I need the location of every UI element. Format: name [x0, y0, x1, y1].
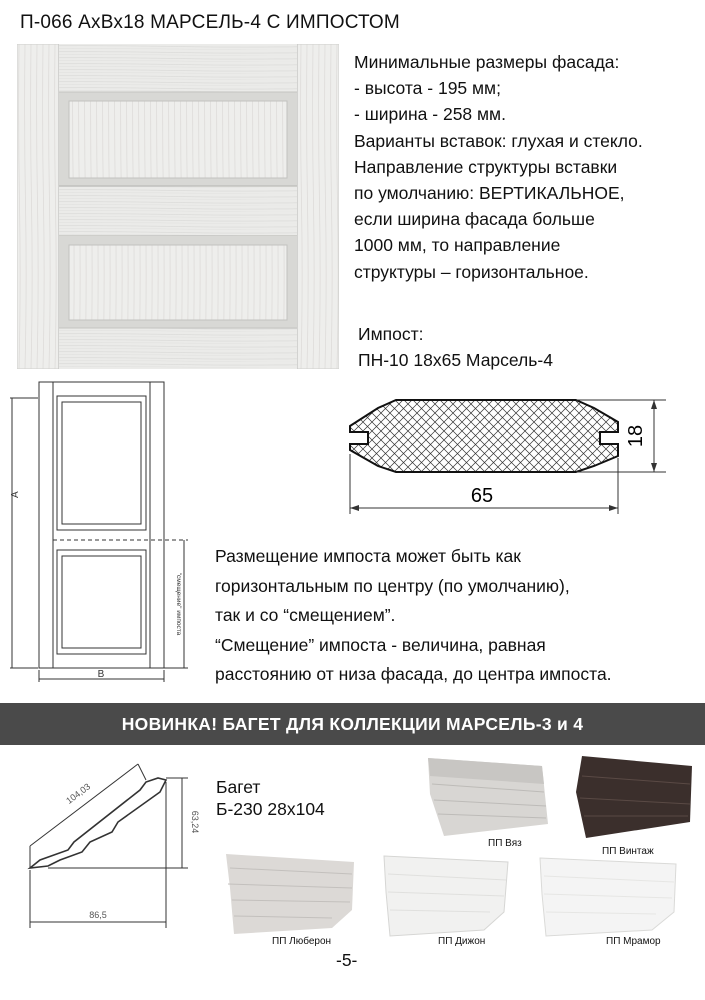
page-title: П-066 АхВх18 МАРСЕЛЬ-4 С ИМПОСТОМ — [20, 12, 400, 33]
placement-line: так и со “смещением”. — [215, 605, 396, 625]
placement-line: расстоянию от низа фасада, до центра импоста. — [215, 664, 612, 684]
impost-width-dim: 65 — [470, 485, 494, 507]
facade-photo — [17, 44, 339, 369]
baget-profile-drawing — [8, 750, 200, 945]
impost-title-line: Импост: — [358, 324, 424, 344]
info-line: 1000 мм, то направление — [354, 235, 561, 256]
info-line: - высота - 195 мм; — [354, 78, 501, 99]
info-line: если ширина фасада больше — [354, 209, 595, 230]
sample-pp-mramor-image — [536, 854, 686, 938]
new-product-banner — [0, 703, 705, 745]
baget-diagonal-dim: 104,03 — [64, 781, 93, 806]
sample-label: ПП Дижон — [438, 936, 486, 947]
impost-height-dim: 18 — [625, 424, 647, 448]
sample-label: ПП Люберон — [272, 936, 332, 947]
sample-label: ПП Винтаж — [602, 846, 654, 857]
info-line: по умолчанию: ВЕРТИКАЛЬНОЕ, — [354, 183, 625, 204]
sample-label: ПП Мрамор — [606, 936, 661, 947]
impost-placement-text — [215, 542, 612, 690]
offset-label: "смещение" импоста — [175, 572, 182, 636]
info-line: Направление структуры вставки — [354, 156, 618, 177]
facade-info — [354, 49, 643, 285]
sample-pp-dizhon-image — [380, 852, 518, 938]
baget-height-dim: 63,24 — [190, 810, 200, 834]
sample-pp-vyaz-image — [424, 754, 552, 840]
sample-pp-dizhon — [380, 852, 518, 952]
sample-swatch — [384, 856, 508, 936]
impost-profile-drawing — [336, 386, 666, 522]
baget-width-dim: 86,5 — [89, 910, 107, 920]
sample-label: ПП Вяз — [488, 838, 522, 849]
placement-line: “Смещение” импоста - величина, равная — [215, 634, 546, 655]
sample-pp-lyuberon-image — [222, 848, 362, 938]
baget-caption — [216, 776, 325, 820]
page-number: -5- — [336, 950, 358, 970]
sample-swatch — [226, 854, 354, 934]
dim-b-label: B — [97, 669, 105, 680]
sample-swatch — [576, 756, 692, 838]
facade-dimension-drawing — [8, 378, 198, 684]
sample-pp-mramor — [536, 854, 686, 952]
sample-pp-lyuberon — [222, 848, 362, 952]
info-line: - ширина - 258 мм. — [354, 104, 506, 125]
sample-pp-vyaz — [424, 754, 552, 854]
info-line: Минимальные размеры фасада: — [354, 52, 620, 72]
sample-pp-vintazh — [572, 752, 696, 858]
info-line: Варианты вставок: глухая и стекло. — [354, 130, 643, 151]
info-line: структуры – горизонтальное. — [354, 261, 589, 282]
placement-line: горизонтальным по центру (по умолчанию), — [215, 575, 570, 596]
dim-a-label: A — [10, 491, 21, 498]
impost-title — [358, 321, 553, 373]
impost-title-line: ПН-10 18х65 Марсель-4 — [358, 350, 553, 370]
baget-caption-line: Б-230 28х104 — [216, 799, 325, 819]
baget-caption-line: Багет — [216, 777, 261, 797]
banner-text: НОВИНКА! БАГЕТ ДЛЯ КОЛЛЕКЦИИ МАРСЕЛЬ-3 и 4 — [121, 714, 584, 734]
placement-line: Размещение импоста может быть как — [215, 546, 521, 566]
sample-pp-vintazh-image — [572, 752, 696, 842]
